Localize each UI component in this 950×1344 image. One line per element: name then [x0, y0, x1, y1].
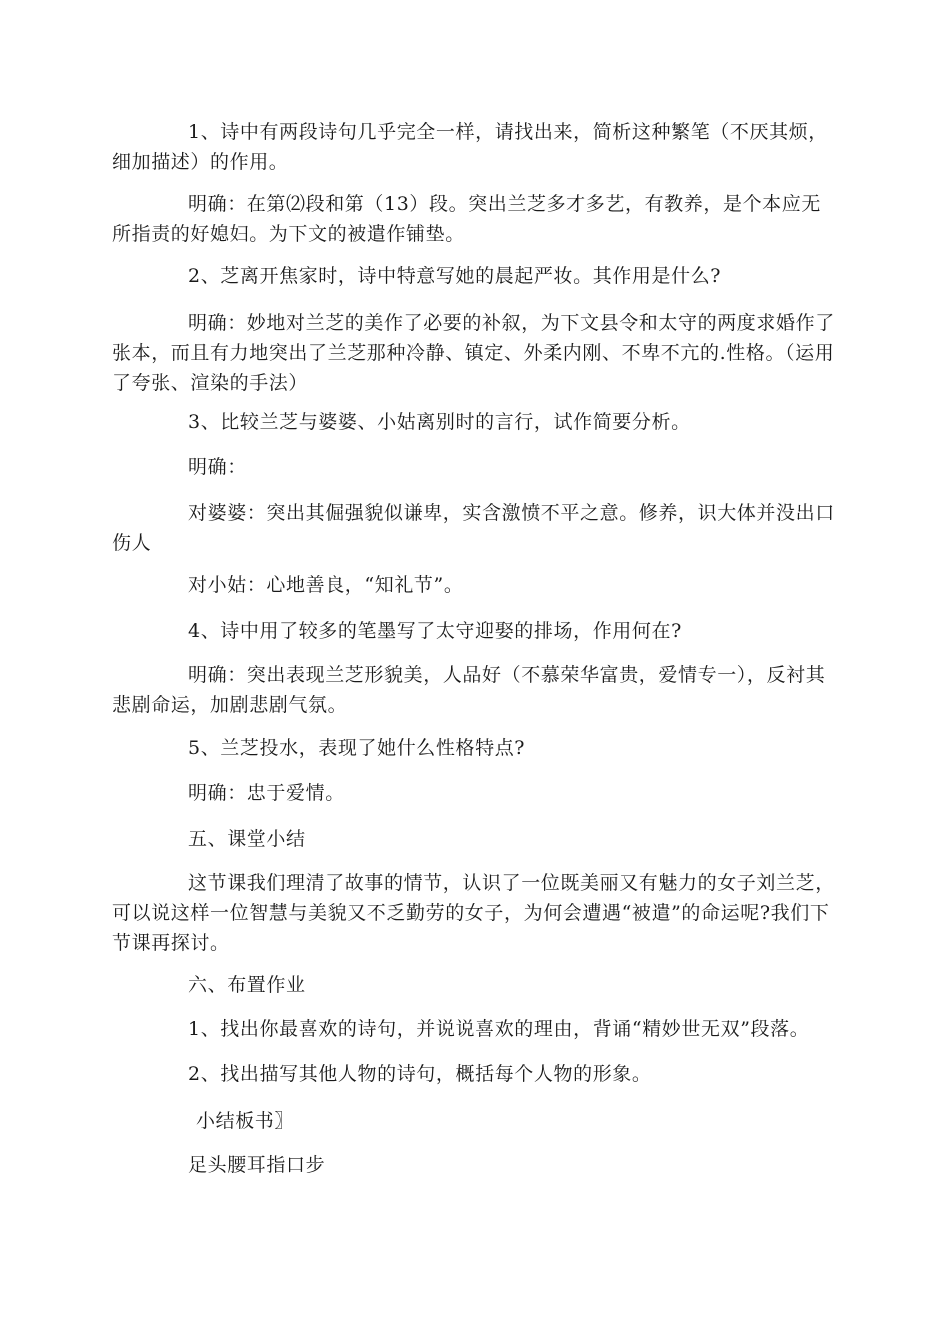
question-1: 1、诗中有两段诗句几乎完全一样，请找出来，简析这种繁笔（不厌其烦，细加描述）的作用。 — [112, 121, 828, 173]
answer-5: 明确：忠于爱情。 — [188, 782, 345, 804]
question-5: 5、兰芝投水，表现了她什么性格特点? — [188, 737, 526, 759]
blackboard-text: 足头腰耳指口步 — [188, 1154, 326, 1176]
question-4: 4、诗中用了较多的笔墨写了太守迎娶的排场，作用何在? — [188, 620, 682, 642]
section-heading-summary: 五、课堂小结 — [188, 828, 306, 850]
answer-3-mother-in-law: 对婆婆：突出其倔强貌似谦卑，实含激愤不平之意。修养，识大体并没出口伤人 — [112, 502, 835, 554]
section-heading-homework: 六、布置作业 — [188, 974, 306, 996]
blackboard-heading: 小结板书〗 — [196, 1110, 295, 1132]
answer-2: 明确：妙地对兰芝的美作了必要的补叙，为下文县令和太守的两度求婚作了张本，而且有力地突出了兰芝那种冷静、镇定、外柔内刚、不卑不亢的.性格。（运用了夸张、渲染的手法） — [112, 312, 835, 394]
answer-3-label: 明确： — [188, 456, 247, 478]
question-3: 3、比较兰芝与婆婆、小姑离别时的言行，试作简要分析。 — [188, 411, 691, 433]
question-2: 2、芝离开焦家时，诗中特意写她的晨起严妆。其作用是什么? — [188, 265, 722, 287]
answer-4: 明确：突出表现兰芝形貌美，人品好（不慕荣华富贵，爱情专一），反衬其悲剧命运，加剧悲剧气氛。 — [112, 664, 826, 716]
answer-1: 明确：在第⑵段和第（13）段。突出兰芝多才多艺，有教养，是个本应无所指责的好媳妇。为下文的被遣作铺垫。 — [112, 193, 821, 245]
homework-item-1: 1、找出你最喜欢的诗句，并说说喜欢的理由，背诵“精妙世无双”段落。 — [188, 1018, 810, 1040]
summary-text: 这节课我们理清了故事的情节，认识了一位既美丽又有魅力的女子刘兰芝，可以说这样一位智慧与美貌又不乏勤劳的女子，为何会遭遇“被遣”的命运呢?我们下节课再探讨。 — [112, 872, 835, 954]
homework-item-2: 2、找出描写其他人物的诗句，概括每个人物的形象。 — [188, 1063, 652, 1085]
answer-3-sister-in-law: 对小姑：心地善良，“知礼节”。 — [188, 574, 464, 596]
